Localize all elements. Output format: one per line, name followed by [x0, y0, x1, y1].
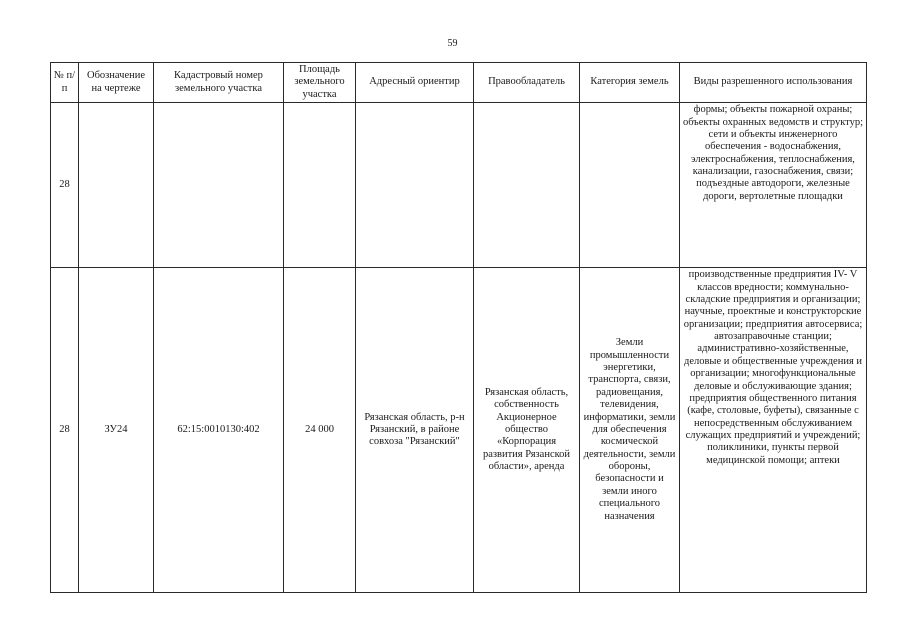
cell-address [356, 103, 474, 268]
cell-area: 24 000 [284, 268, 356, 593]
cell-owner: Рязанская область, собственность Акционерное общество «Корпорация развития Рязанской области», аренда [474, 268, 580, 593]
land-plots-table [50, 62, 867, 593]
uses-text: производственные предприятия IV- V классов вредности; коммунально-складские предприятия и организации; научные, проектные и конструкторские организации; предприятия автосервиса; автозаправочные станции; административно-хозяйственные, деловые и общественные учреждения и организации; многофункциональные деловые и обслуживающие здания; предприятия общественного питания (кафе, столовые, буфеты), связанные с непосредственным обслуживанием служащих предприятий и учреждений; поликлиники, пункты первой медицинской помощи; аптеки [683, 269, 863, 466]
header-designation: Обозначение на чертеже [79, 63, 154, 103]
table-header-row [51, 63, 867, 103]
cell-category: Земли промышленности энергетики, транспорта, связи, радиовещания, телевидения, информатики, земли для обеспечения космической деятельности, земли обороны, безопасности и земли иного специального назначения [580, 268, 680, 593]
header-owner: Правообладатель [474, 63, 580, 103]
cell-cadastral: 62:15:0010130:402 [154, 268, 284, 593]
header-area: Площадь земельного участка [284, 63, 356, 103]
cell-designation: ЗУ24 [79, 268, 154, 593]
cell-category [580, 103, 680, 268]
uses-text: формы; объекты пожарной охраны; объекты охранных ведомств и структур; сети и объекты инженерного обеспечения - водоснабжения, электроснабжения, теплоснабжения, канализации, газоснабжения, связи; подъездные автодороги, железные дороги, вертолетные площадки [682, 104, 864, 202]
table-row-continuation [51, 103, 867, 268]
cell-owner [474, 103, 580, 268]
table-row [51, 268, 867, 593]
header-address: Адресный ориентир [356, 63, 474, 103]
cell-uses [680, 103, 867, 268]
cell-cadastral [154, 103, 284, 268]
page-number: 59 [447, 38, 458, 49]
cell-designation [79, 103, 154, 268]
header-category: Категория земель [580, 63, 680, 103]
cell-num: 28 [51, 268, 79, 593]
header-cadastral: Кадастровый номер земельного участка [154, 63, 284, 103]
cell-num: 28 [51, 103, 79, 268]
header-num: № п/п [51, 63, 79, 103]
cell-address: Рязанская область, р-н Рязанский, в районе совхоза "Рязанский" [356, 268, 474, 593]
cell-uses [680, 268, 867, 593]
header-uses: Виды разрешенного использования [680, 63, 867, 103]
cell-area [284, 103, 356, 268]
